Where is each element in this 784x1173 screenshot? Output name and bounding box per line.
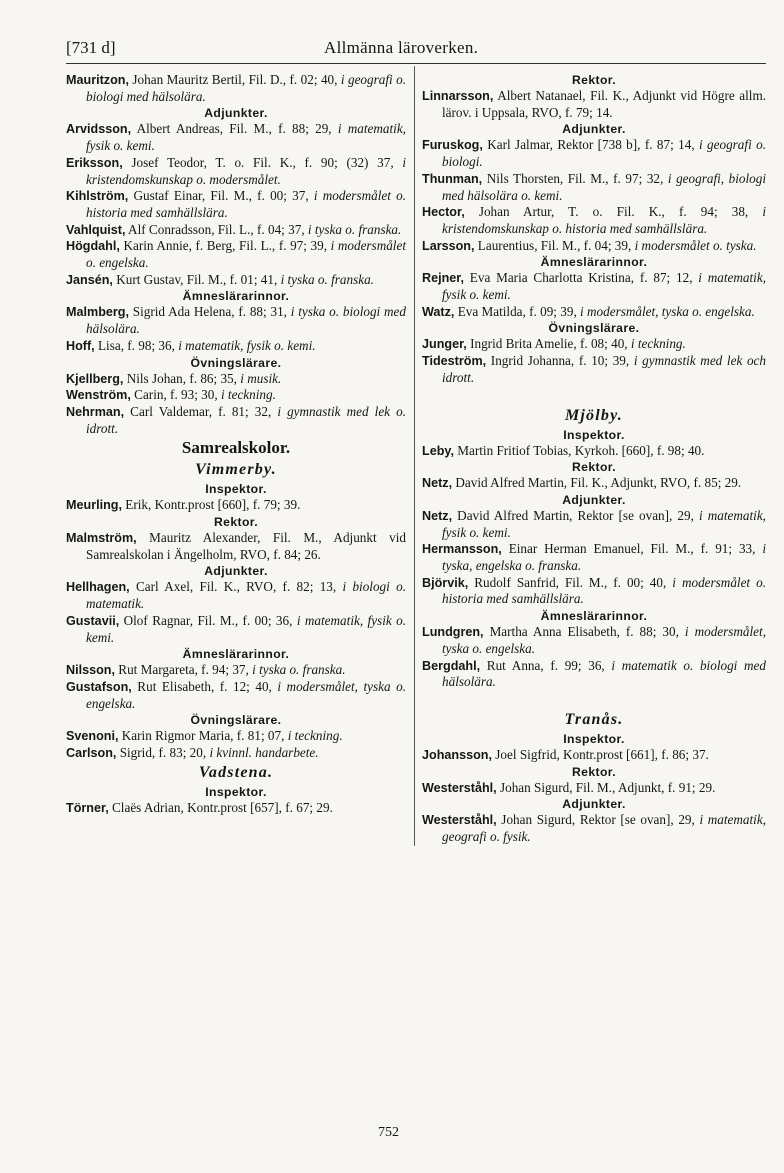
page-number: 752	[378, 1125, 399, 1140]
staff-subjects: i geografi, biologi med hälsolära o. kemi.	[442, 170, 766, 203]
role-heading: Övningslärare.	[548, 321, 640, 336]
staff-name: Hoff,	[66, 338, 95, 353]
staff-subjects: i teckning.	[287, 728, 343, 744]
staff-details: Albert Natanael, Fil. K., Adjunkt vid Högre allm. lärov. i Uppsala, RVO, f. 79; 14.	[442, 88, 766, 120]
staff-details: Carl Valdemar, f. 81; 32,	[124, 403, 278, 419]
staff-subjects: i tyska o. franska.	[280, 271, 374, 287]
role-heading: Rektor.	[571, 73, 617, 87]
role-heading: Ämneslärarinnor.	[182, 289, 290, 304]
staff-subjects: i matematik, fysik o. kemi.	[86, 121, 406, 154]
staff-details: Rut Margareta, f. 94; 37,	[115, 662, 253, 678]
staff-subjects: i matematik, fysik o. kemi.	[86, 612, 407, 645]
staff-name: Johansson,	[422, 747, 492, 762]
role-heading: Adjunkter.	[204, 564, 268, 579]
staff-subjects: i musik.	[240, 370, 282, 386]
staff-entry	[422, 238, 766, 255]
role-heading: Ämneslärarinnor.	[540, 255, 648, 270]
staff-subjects: i biologi o. matematik.	[86, 579, 407, 612]
staff-entry	[66, 72, 406, 105]
staff-subjects: i kvinnl. handarbete.	[209, 745, 319, 761]
town-heading: Mjölby.	[564, 406, 624, 424]
role-heading: Inspektor.	[205, 784, 267, 799]
staff-name: Kjellberg,	[66, 371, 124, 386]
staff-details: Ingrid Brita Amelie, f. 08; 40,	[466, 336, 631, 352]
staff-subjects: i teckning.	[220, 387, 276, 403]
staff-entry	[422, 541, 766, 574]
staff-details: Eva Matilda, f. 09; 39,	[454, 303, 581, 319]
staff-name: Vahlquist,	[66, 222, 126, 237]
staff-entry	[422, 443, 766, 460]
staff-details: Rudolf Sanfrid, Fil. M., f. 00; 40,	[468, 574, 673, 590]
staff-name: Mauritzon,	[66, 73, 129, 87]
staff-details: Sigrid, f. 83; 20,	[116, 745, 210, 761]
staff-details: Johan Artur, T. o. Fil. K., f. 94; 38,	[464, 204, 763, 220]
staff-entry	[422, 508, 766, 541]
staff-entry	[422, 575, 766, 608]
staff-subjects: i modersmålet o. engelska.	[86, 238, 406, 271]
staff-entry	[66, 304, 406, 337]
staff-name: Björvik,	[422, 575, 469, 590]
staff-entry	[66, 387, 406, 404]
staff-entry	[422, 171, 766, 204]
staff-entry	[66, 188, 406, 221]
staff-subjects: i matematik, fysik o. kemi.	[442, 507, 766, 540]
staff-subjects: i matematik, geografi o. fysik.	[442, 812, 767, 845]
staff-details: Sigrid Ada Helena, f. 88; 31,	[128, 304, 291, 320]
staff-entry	[66, 800, 406, 817]
town-heading: Vimmerby.	[195, 461, 277, 479]
staff-name: Högdahl,	[66, 239, 120, 254]
staff-name: Junger,	[422, 337, 467, 352]
staff-entry	[422, 780, 766, 797]
staff-entry	[66, 272, 406, 289]
staff-details: Martha Anna Elisabeth, f. 88; 30,	[483, 624, 685, 640]
staff-name: Westerståhl,	[422, 780, 497, 795]
staff-details: Kurt Gustav, Fil. M., f. 01; 41,	[112, 271, 281, 287]
staff-name: Carlson,	[66, 746, 117, 761]
staff-details: Claës Adrian, Kontr.prost [657], f. 67; 29.	[108, 799, 333, 815]
staff-details: Johan Mauritz Bertil, Fil. D., f. 02; 40,	[128, 72, 341, 87]
section-reference: [731 d]	[66, 38, 116, 57]
staff-details: David Alfred Martin, Fil. K., Adjunkt, RVO, f. 85; 29.	[452, 475, 742, 491]
staff-subjects: i tyska o. franska.	[252, 662, 346, 678]
staff-entry	[66, 222, 406, 239]
staff-details: David Alfred Martin, Rektor [se ovan], 29,	[452, 507, 699, 523]
role-heading: Adjunkter.	[204, 106, 268, 121]
staff-subjects: i teckning.	[630, 336, 686, 352]
section-heading: Samrealskolor.	[181, 438, 291, 458]
staff-name: Wenström,	[66, 388, 131, 403]
staff-details: Nils Johan, f. 86; 35,	[123, 370, 241, 386]
staff-name: Netz,	[422, 508, 453, 523]
town-heading: Tranås.	[564, 710, 624, 728]
staff-name: Lundgren,	[422, 625, 484, 640]
staff-name: Bergdahl,	[422, 658, 481, 673]
column-divider	[414, 66, 415, 846]
role-heading: Rektor.	[571, 764, 617, 779]
staff-subjects: i geografi o. biologi.	[442, 137, 766, 170]
role-heading: Rektor.	[571, 460, 617, 475]
role-heading: Ämneslärarinnor.	[182, 647, 290, 662]
staff-subjects: i tyska o. franska.	[307, 221, 402, 237]
staff-entry	[422, 658, 766, 691]
staff-name: Jansén,	[66, 272, 113, 287]
staff-entry	[422, 270, 766, 303]
staff-name: Svenoni,	[66, 729, 119, 744]
staff-details: Ingrid Johanna, f. 10; 39,	[486, 353, 634, 369]
staff-entry	[66, 745, 406, 762]
staff-name: Nehrman,	[66, 404, 125, 419]
staff-subjects: i geografi o. biologi med hälsolära.	[86, 72, 406, 104]
staff-name: Malmberg,	[66, 305, 129, 320]
right-column	[422, 72, 766, 846]
staff-details: Joel Sigfrid, Kontr.prost [661], f. 86; 37.	[491, 746, 709, 762]
page-header	[66, 38, 766, 62]
staff-entry	[66, 662, 406, 679]
staff-entry	[66, 238, 406, 271]
staff-name: Arvidsson,	[66, 122, 132, 137]
staff-entry	[66, 338, 406, 355]
staff-subjects: i kristendomskunskap o. modersmålet.	[86, 154, 406, 187]
staff-name: Nilsson,	[66, 663, 115, 678]
staff-subjects: i kristendomskunskap o. historia med samhällslära.	[442, 204, 766, 236]
staff-details: Eva Maria Charlotta Kristina, f. 87; 12,	[464, 270, 699, 286]
staff-entry	[422, 353, 766, 386]
staff-name: Hermansson,	[422, 542, 502, 557]
staff-details: Laurentius, Fil. M., f. 04; 39,	[474, 237, 635, 253]
staff-name: Kihlström,	[66, 189, 129, 204]
staff-details: Einar Herman Emanuel, Fil. M., f. 91; 33,	[501, 541, 763, 557]
role-heading: Adjunkter.	[562, 122, 626, 137]
staff-subjects: i tyska o. biologi med hälsolära.	[86, 304, 406, 337]
staff-entry	[66, 497, 406, 514]
staff-name: Hellhagen,	[66, 580, 130, 595]
staff-name: Furuskog,	[422, 138, 483, 153]
left-column	[66, 72, 406, 817]
role-heading: Ämneslärarinnor.	[540, 609, 648, 624]
staff-entry	[66, 728, 406, 745]
staff-entry	[422, 88, 766, 121]
staff-details: Alf Conradsson, Fil. L., f. 04; 37,	[125, 221, 308, 237]
staff-details: Rut Elisabeth, f. 12; 40,	[131, 678, 278, 694]
staff-entry	[422, 137, 766, 170]
staff-subjects: i modersmålet, tyska o. engelska.	[86, 678, 406, 711]
staff-entry	[66, 371, 406, 388]
staff-name: Rejner,	[422, 271, 464, 286]
staff-name: Larsson,	[422, 238, 475, 253]
staff-subjects: i modersmålet, tyska o. engelska.	[580, 303, 755, 319]
staff-details: Gustaf Einar, Fil. M., f. 00; 37,	[128, 188, 314, 204]
staff-entry	[66, 579, 406, 612]
staff-details: Carl Axel, Fil. K., RVO, f. 82; 13,	[129, 579, 343, 595]
staff-details: Johan Sigurd, Fil. M., Adjunkt, f. 91; 29.	[496, 779, 716, 795]
staff-subjects: i matematik, fysik o. kemi.	[442, 270, 766, 303]
staff-subjects: i gymnastik med lek och idrott.	[442, 353, 766, 385]
staff-details: Erik, Kontr.prost [660], f. 79; 39.	[121, 497, 301, 513]
staff-details: Martin Fritiof Tobias, Kyrkoh. [660], f. 98; 40.	[453, 442, 705, 458]
role-heading: Inspektor.	[205, 482, 267, 497]
staff-details: Lisa, f. 98; 36,	[94, 337, 179, 353]
staff-name: Linnarsson,	[422, 89, 494, 103]
staff-name: Leby,	[422, 443, 454, 458]
town-heading: Vadstena.	[198, 763, 274, 781]
staff-subjects: i gymnastik med lek o. idrott.	[86, 403, 406, 436]
page-title: Allmänna läroverken.	[324, 38, 479, 57]
staff-details: Johan Sigurd, Rektor [se ovan], 29,	[496, 812, 700, 828]
staff-subjects: i matematik o. biologi med hälsolära.	[442, 657, 766, 690]
staff-name: Westerståhl,	[422, 813, 497, 828]
staff-subjects: i modersmålet o. historia med samhällslära.	[442, 574, 766, 607]
staff-name: Watz,	[422, 304, 455, 319]
staff-name: Hector,	[422, 205, 465, 220]
staff-entry	[66, 679, 406, 712]
staff-details: Carin, f. 93; 30,	[130, 387, 221, 403]
staff-name: Törner,	[66, 800, 109, 815]
role-heading: Övningslärare.	[190, 355, 282, 370]
role-heading: Rektor.	[213, 515, 259, 530]
role-heading: Adjunkter.	[562, 797, 626, 812]
staff-entry	[66, 404, 406, 437]
staff-details: Karin Annie, f. Berg, Fil. L., f. 97; 39,	[119, 238, 331, 254]
role-heading: Inspektor.	[563, 731, 625, 746]
staff-entry	[422, 304, 766, 321]
staff-details: Olof Ragnar, Fil. M., f. 00; 36,	[119, 612, 297, 628]
staff-name: Tideström,	[422, 354, 487, 369]
staff-subjects: i matematik, fysik o. kemi.	[178, 337, 316, 353]
staff-name: Malmström,	[66, 531, 137, 546]
staff-entry	[66, 155, 406, 188]
staff-entry	[422, 624, 766, 657]
staff-entry	[422, 747, 766, 764]
staff-details: Karl Jalmar, Rektor [738 b], f. 87; 14,	[482, 137, 699, 153]
staff-entry	[422, 204, 766, 237]
staff-name: Eriksson,	[66, 155, 123, 170]
staff-subjects: i modersmålet, tyska o. engelska.	[442, 624, 766, 656]
staff-details: Rut Anna, f. 99; 36,	[480, 657, 612, 673]
staff-entry	[422, 336, 766, 353]
staff-name: Gustavii,	[66, 613, 120, 628]
header-rule	[66, 63, 766, 64]
role-heading: Adjunkter.	[562, 492, 626, 507]
staff-entry	[422, 812, 766, 845]
staff-entry	[66, 530, 406, 563]
staff-name: Thunman,	[422, 171, 483, 186]
staff-details: Nils Thorsten, Fil. M., f. 97; 32,	[482, 170, 668, 186]
staff-entry	[66, 121, 406, 154]
staff-name: Meurling,	[66, 498, 122, 513]
staff-entry	[66, 613, 406, 646]
staff-entry	[422, 475, 766, 492]
staff-name: Gustafson,	[66, 679, 132, 694]
staff-name: Netz,	[422, 476, 453, 491]
staff-subjects: i modersmålet o. tyska.	[634, 237, 757, 253]
staff-details: Mauritz Alexander, Fil. M., Adjunkt vid Samrealskolan i Ängelholm, RVO, f. 84; 26.	[86, 530, 406, 562]
role-heading: Övningslärare.	[190, 713, 282, 728]
staff-subjects: i modersmålet o. historia med samhällslära.	[86, 188, 406, 220]
staff-subjects: i tyska, engelska o. franska.	[442, 541, 766, 574]
role-heading: Inspektor.	[563, 427, 625, 442]
staff-details: Albert Andreas, Fil. M., f. 88; 29,	[131, 121, 338, 137]
staff-details: Josef Teodor, T. o. Fil. K., f. 90; (32) 37,	[122, 154, 403, 170]
staff-details: Karin Rigmor Maria, f. 81; 07,	[118, 728, 288, 744]
